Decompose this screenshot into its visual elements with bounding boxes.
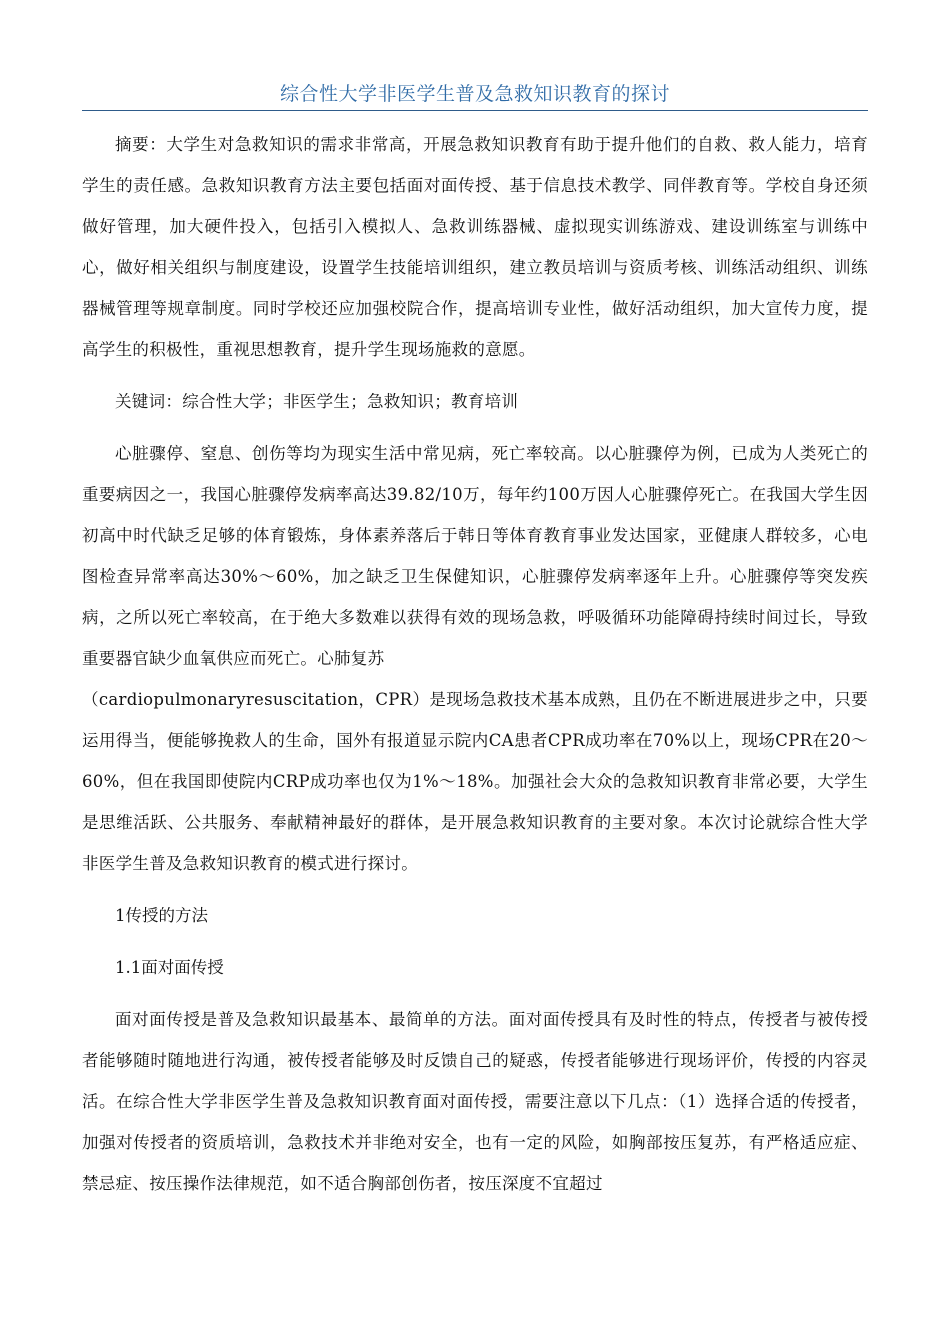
section-heading-1-1: 1.1面对面传授 — [115, 958, 224, 977]
header-title: 综合性大学非医学生普及急救知识教育的探讨 — [279, 83, 670, 105]
intro-paragraph-2: （cardiopulmonaryresuscitation，CPR）是现场急救技术基本成熟，且仍在不断进展进步之中，只要运用得当，便能够挽救人的生命，国外有报道显示院内CA患者CPR成功率在70%以上，现场CPR在20～60%，但在我国即使院内CRP成功率也仅为1%～18%。加强社会大众的急救知识教育非常必要，大学生是思维活跃、公共服务、奉献精神最好的群体，是开展急救知识教育的主要对象。本次讨论就综合性大学非医学生普及急救知识教育的模式进行探讨。 — [82, 690, 868, 873]
keywords-paragraph: 关键词：综合性大学；非医学生；急救知识；教育培训 — [115, 392, 519, 411]
intro-paragraph-1: 心脏骤停、窒息、创伤等均为现实生活中常见病，死亡率较高。以心脏骤停为例，已成为人类死亡的重要病因之一，我国心脏骤停发病率高达39.82/10万，每年约100万因人心脏骤停死亡。在我国大学生因初高中时代缺乏足够的体育锻炼，身体素养落后于韩日等体育教育事业发达国家，亚健康人群较多，心电图检查异常率高达30%～60%，加之缺乏卫生保健知识，心脏骤停发病率逐年上升。心脏骤停等突发疾病，之所以死亡率较高，在于绝大多数难以获得有效的现场急救，呼吸循环功能障碍持续时间过长，导致重要器官缺少血氧供应而死亡。心肺复苏 — [82, 444, 868, 668]
running-header — [82, 80, 868, 111]
abstract-paragraph: 摘要：大学生对急救知识的需求非常高，开展急救知识教育有助于提升他们的自救、救人能力，培育学生的责任感。急救知识教育方法主要包括面对面传授、基于信息技术教学、同伴教育等。学校自身还须做好管理，加大硬件投入，包括引入模拟人、急救训练器械、虚拟现实训练游戏、建设训练室与训练中心，做好相关组织与制度建设，设置学生技能培训组织，建立教员培训与资质考核、训练活动组织、训练器械管理等规章制度。同时学校还应加强校院合作，提高培训专业性，做好活动组织，加大宣传力度，提高学生的积极性，重视思想教育，提升学生现场施救的意愿。 — [82, 135, 868, 359]
face-to-face-paragraph: 面对面传授是普及急救知识最基本、最简单的方法。面对面传授具有及时性的特点，传授者与被传授者能够随时随地进行沟通，被传授者能够及时反馈自己的疑惑，传授者能够进行现场评价，传授的内容灵活。在综合性大学非医学生普及急救知识教育面对面传授，需要注意以下几点：（1）选择合适的传授者，加强对传授者的资质培训，急救技术并非绝对安全，也有一定的风险，如胸部按压复苏，有严格适应症、禁忌症、按压操作法律规范，如不适合胸部创伤者，按压深度不宜超过 — [82, 1010, 868, 1193]
document-body — [82, 124, 868, 1204]
section-heading-1: 1传授的方法 — [115, 906, 208, 925]
